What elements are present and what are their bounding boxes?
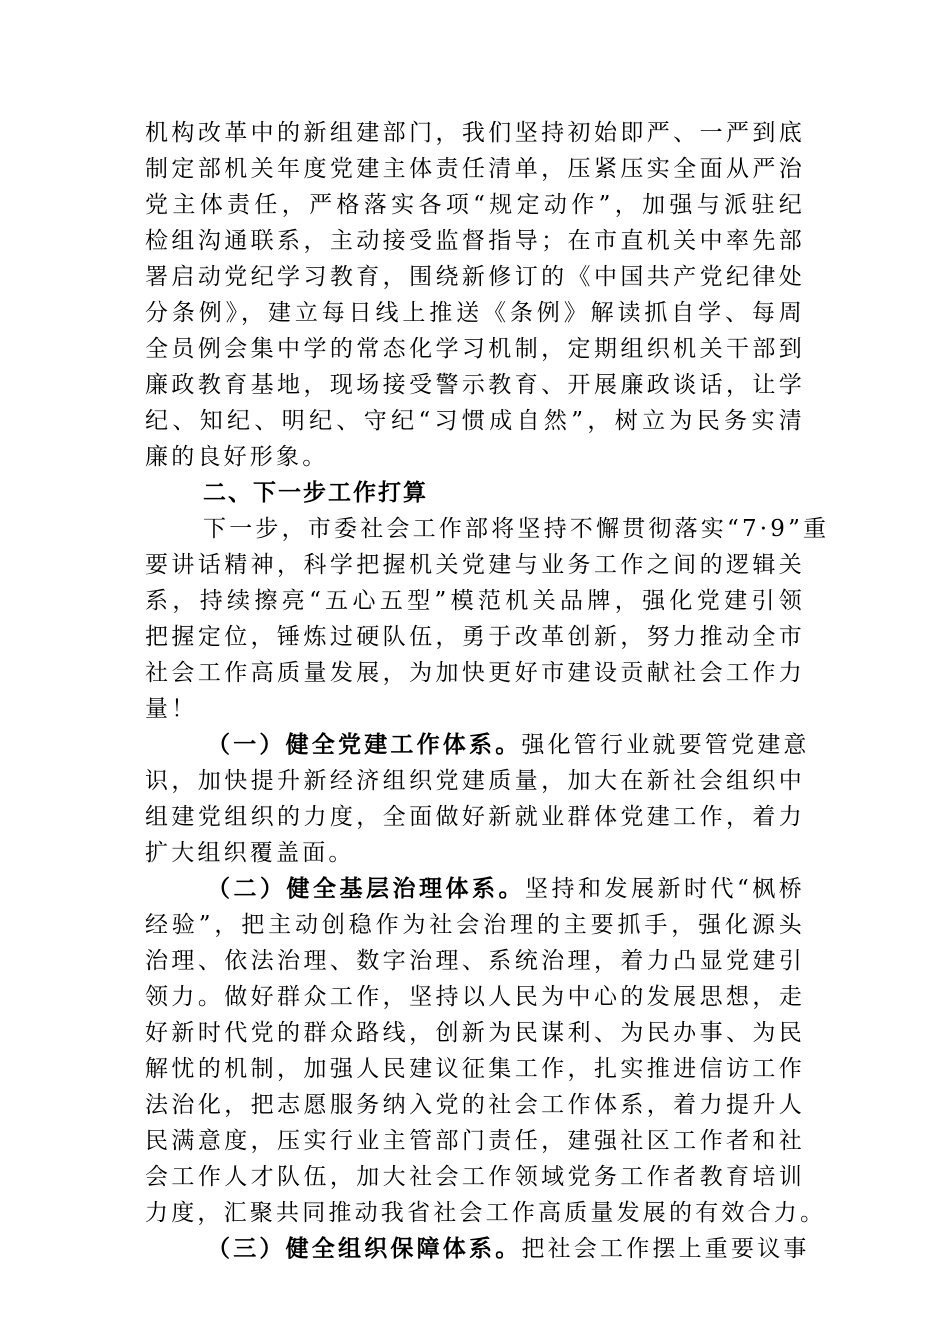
paragraph-line: 社会工作高质量发展，为加快更好市建设贡献社会工作力	[145, 660, 805, 686]
paragraph-line: 机构改革中的新组建部门，我们坚持初始即严、一严到底	[145, 120, 805, 146]
paragraph-text: 坚持和发展新时代“枫桥	[525, 876, 805, 902]
section-heading: 二、下一步工作打算	[203, 480, 428, 506]
paragraph-line: 量！	[145, 696, 198, 722]
paragraph-line: 经验”，把主动创稳作为社会治理的主要抓手，强化源头	[145, 912, 805, 938]
subsection-title: （一）健全党建工作体系。	[207, 731, 522, 758]
paragraph-line: 检组沟通联系，主动接受监督指导；在市直机关中率先部	[145, 228, 805, 254]
subsection-title: （二）健全基层治理体系。	[207, 875, 526, 902]
paragraph-line: 领力。做好群众工作，坚持以人民为中心的发展思想，走	[145, 984, 805, 1010]
paragraph-line: 纪、知纪、明纪、守纪“习惯成自然”，树立为民务实清	[145, 408, 805, 434]
paragraph-line: 把握定位，锤炼过硬队伍，勇于改革创新，努力推动全市	[145, 624, 805, 650]
paragraph-line: 全员例会集中学的常态化学习机制，定期组织机关干部到	[145, 336, 805, 362]
paragraph-line: 会工作人才队伍，加大社会工作领域党务工作者教育培训	[145, 1164, 805, 1190]
paragraph-text: 把社会工作摆上重要议事	[521, 1236, 810, 1262]
paragraph-line: 廉的良好形象。	[145, 444, 329, 470]
paragraph-line: 治理、依法治理、数字治理、系统治理，着力凸显党建引	[145, 948, 805, 974]
paragraph-text: 强化管行业就要管党建意	[521, 732, 810, 758]
paragraph-line: 好新时代党的群众路线，创新为民谋利、为民办事、为民	[145, 1020, 805, 1046]
paragraph-line	[145, 869, 805, 909]
paragraph-line: 识，加快提升新经济组织党建质量，加大在新社会组织中	[145, 768, 805, 794]
paragraph-line: 力度，汇聚共同推动我省社会工作高质量发展的有效合力。	[145, 1200, 827, 1226]
paragraph-line: 扩大组织覆盖面。	[145, 840, 355, 866]
paragraph-line: 党主体责任，严格落实各项“规定动作”，加强与派驻纪	[145, 192, 805, 218]
paragraph-line: 廉政教育基地，现场接受警示教育、开展廉政谈话，让学	[145, 372, 805, 398]
paragraph-line: 分条例》，建立每日线上推送《条例》解读抓自学、每周	[145, 300, 805, 326]
paragraph-line: 民满意度，压实行业主管部门责任，建强社区工作者和社	[145, 1128, 805, 1154]
paragraph-line: 解忧的机制，加强人民建议征集工作，扎实推进信访工作	[145, 1056, 805, 1082]
paragraph-line: 系，持续擦亮“五心五型”模范机关品牌，强化党建引领	[145, 588, 805, 614]
paragraph-line	[145, 1229, 810, 1269]
paragraph-line: 要讲话精神，科学把握机关党建与业务工作之间的逻辑关	[145, 552, 805, 578]
paragraph-line	[145, 725, 810, 765]
paragraph-line: 制定部机关年度党建主体责任清单，压紧压实全面从严治	[145, 156, 805, 182]
paragraph-line: 法治化，把志愿服务纳入党的社会工作体系，着力提升人	[145, 1092, 805, 1118]
subsection-title: （三）健全组织保障体系。	[207, 1235, 522, 1262]
paragraph-line: 下一步，市委社会工作部将坚持不懈贯彻落实“7·9”重	[203, 516, 830, 542]
paragraph-line: 组建党组织的力度，全面做好新就业群体党建工作，着力	[145, 804, 805, 830]
paragraph-line: 署启动党纪学习教育，围绕新修订的《中国共产党纪律处	[145, 264, 805, 290]
